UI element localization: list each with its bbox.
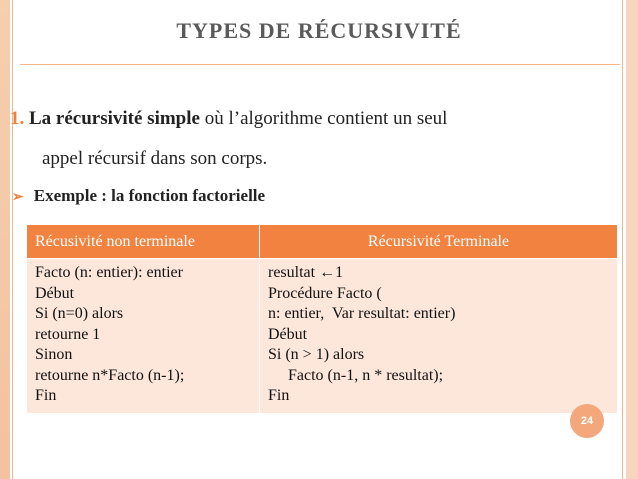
point-1-text: où l’algorithme contient un seul <box>199 108 448 129</box>
cell-terminal-code <box>260 259 618 414</box>
header-non-terminal: Récusivité non terminale <box>27 225 260 259</box>
code-line: Facto (n: entier): entier <box>35 264 183 281</box>
code-line: Début <box>35 284 75 302</box>
right-decorative-line <box>622 0 623 479</box>
title-divider <box>20 64 620 65</box>
point-1-number: 1. <box>10 108 25 129</box>
code-line: retourne 1 <box>35 325 101 343</box>
table-row <box>27 259 618 414</box>
arrow-bullet-icon: ➢ <box>12 190 24 205</box>
code-line: retourne n*Facto (n-1); <box>35 366 185 384</box>
cell-non-terminal-code <box>27 259 260 414</box>
code-line: Sinon <box>35 346 73 363</box>
code-line: resultat ←1 <box>268 264 344 281</box>
code-line: Fin <box>268 387 290 404</box>
header-terminal: Récursivité Terminale <box>260 225 618 259</box>
code-line: Fin <box>35 387 57 404</box>
right-decorative-band <box>626 0 638 479</box>
recursion-table <box>26 224 618 414</box>
point-1-line-2: appel récursif dans son corps. <box>42 148 268 169</box>
table-header-row <box>27 225 618 259</box>
code-line: Début <box>268 325 308 343</box>
code-line: n: entier, Var resultat: entier) <box>268 305 456 322</box>
code-line: Procédure Facto ( <box>268 284 382 302</box>
code-line: Si (n=0) alors <box>35 305 124 322</box>
point-1-bold-text: La récursivité simple <box>29 108 200 129</box>
code-line: Facto (n-1, n * resultat); <box>268 366 444 384</box>
point-1 <box>10 108 447 130</box>
left-decorative-border <box>0 0 10 479</box>
example-text: Exemple : la fonction factorielle <box>33 186 266 205</box>
example-line <box>12 186 265 206</box>
code-line: Si (n > 1) alors <box>268 346 365 363</box>
slide-title: TYPES DE RÉCURSIVITÉ <box>176 18 462 43</box>
page-number-badge: 24 <box>570 404 604 438</box>
